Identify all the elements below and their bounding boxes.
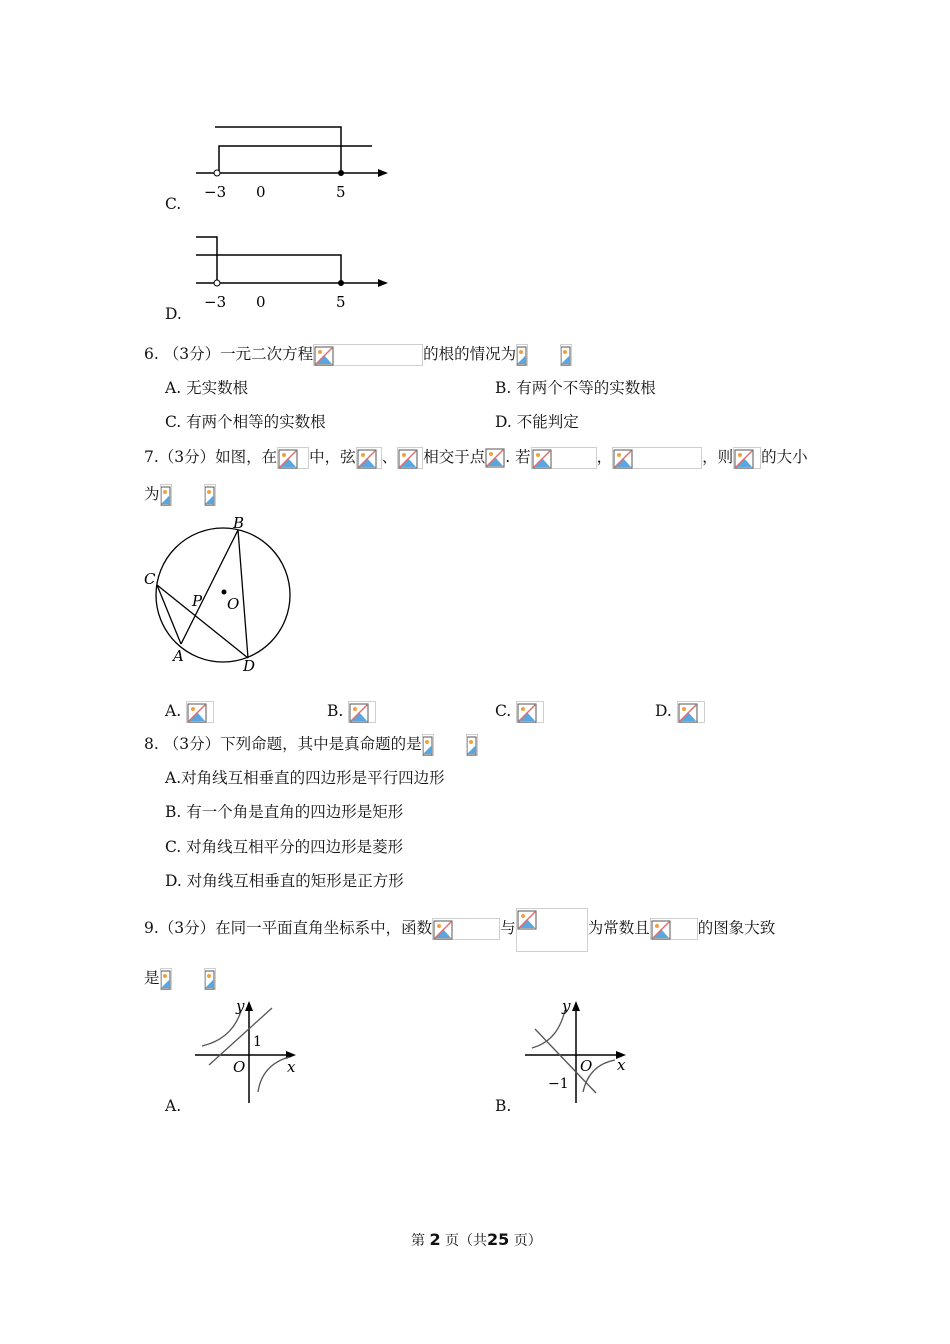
page-total: 25: [487, 1230, 510, 1249]
broken-image-icon: [516, 908, 588, 952]
svg-text:−3: −3: [204, 183, 227, 201]
question-6: [144, 344, 572, 366]
svg-text:B: B: [233, 514, 245, 532]
broken-image-icon: [277, 447, 309, 469]
graph-b: [520, 995, 640, 1105]
broken-image-icon: [677, 701, 705, 723]
svg-text:x: x: [287, 1058, 296, 1076]
answer-bracket-right-icon: [560, 344, 572, 366]
svg-text:5: 5: [336, 183, 346, 201]
svg-text:−1: −1: [548, 1076, 569, 1092]
broken-image-icon: [516, 701, 544, 723]
q9-option-a[interactable]: A.: [165, 1097, 182, 1115]
svg-text:A: A: [173, 647, 184, 665]
circle-figure: [140, 510, 310, 680]
svg-text:1: 1: [253, 1034, 262, 1050]
question-7: 7.（3分）如图，在 中，弦 、 相交于点 . 若 ， ，则 的大小: [144, 447, 808, 469]
q6-option-c[interactable]: C. 有两个相等的实数根: [165, 413, 326, 431]
answer-bracket-left-icon: [422, 734, 434, 756]
svg-text:5: 5: [336, 293, 346, 311]
q8-option-d[interactable]: D. 对角线互相垂直的矩形是正方形: [165, 872, 404, 890]
svg-text:C: C: [144, 570, 156, 588]
question-9: 9.（3分）在同一平面直角坐标系中，函数 与 为常数且 的图象大致: [144, 918, 775, 952]
answer-bracket-right-icon: [204, 968, 216, 990]
answer-bracket-right-icon: [204, 484, 216, 506]
svg-text:0: 0: [256, 183, 266, 201]
answer-bracket-left-icon: [160, 484, 172, 506]
graph-a: [190, 995, 310, 1105]
page-number: 2: [429, 1230, 441, 1249]
broken-image-icon: [313, 344, 423, 366]
q6-option-a[interactable]: A. 无实数根: [165, 379, 249, 397]
option-d-label[interactable]: D.: [165, 305, 182, 323]
svg-text:D: D: [243, 657, 256, 675]
question-7-cont: 为: [144, 484, 216, 506]
q8-option-c[interactable]: C. 对角线互相平分的四边形是菱形: [165, 838, 404, 856]
svg-text:O: O: [227, 595, 240, 613]
number-line-c: [190, 115, 400, 205]
broken-image-icon: [733, 447, 761, 469]
broken-image-icon: [531, 447, 597, 469]
question-text: 的根的情况为: [423, 345, 517, 363]
svg-text:P: P: [192, 592, 203, 610]
svg-text:0: 0: [256, 293, 266, 311]
svg-text:y: y: [562, 997, 571, 1015]
option-c-label[interactable]: C.: [165, 195, 182, 213]
broken-image-icon: [356, 447, 382, 469]
svg-text:O: O: [233, 1058, 246, 1076]
question-8: 8. （3分）下列命题，其中是真命题的是: [144, 734, 478, 756]
q7-option-a[interactable]: A.: [165, 701, 214, 723]
q8-option-a[interactable]: A.对角线互相垂直的四边形是平行四边形: [165, 769, 445, 787]
q6-option-d[interactable]: D. 不能判定: [495, 413, 579, 431]
q9-option-b[interactable]: B.: [495, 1097, 512, 1115]
page-footer: 第 2 页（共25 页）: [411, 1230, 542, 1249]
broken-image-icon: [485, 447, 505, 469]
svg-text:x: x: [617, 1056, 626, 1074]
question-9-cont: 是: [144, 968, 216, 990]
answer-bracket-left-icon: [516, 344, 528, 366]
q7-option-c[interactable]: C.: [495, 701, 544, 723]
q8-option-b[interactable]: B. 有一个角是直角的四边形是矩形: [165, 803, 404, 821]
svg-text:y: y: [236, 997, 245, 1015]
question-text: （3分）一元二次方程: [163, 345, 314, 363]
q6-option-b[interactable]: B. 有两个不等的实数根: [495, 379, 656, 397]
number-line-d: [190, 225, 400, 315]
question-number: 6.: [144, 345, 159, 363]
q7-option-d[interactable]: D.: [655, 701, 705, 723]
answer-bracket-right-icon: [466, 734, 478, 756]
broken-image-icon: [432, 918, 500, 940]
broken-image-icon: [397, 447, 423, 469]
svg-text:−3: −3: [204, 293, 227, 311]
broken-image-icon: [186, 701, 214, 723]
broken-image-icon: [612, 447, 702, 469]
answer-bracket-left-icon: [160, 968, 172, 990]
svg-text:O: O: [580, 1057, 593, 1075]
broken-image-icon: [650, 918, 698, 940]
q7-option-b[interactable]: B.: [327, 701, 376, 723]
broken-image-icon: [348, 701, 376, 723]
